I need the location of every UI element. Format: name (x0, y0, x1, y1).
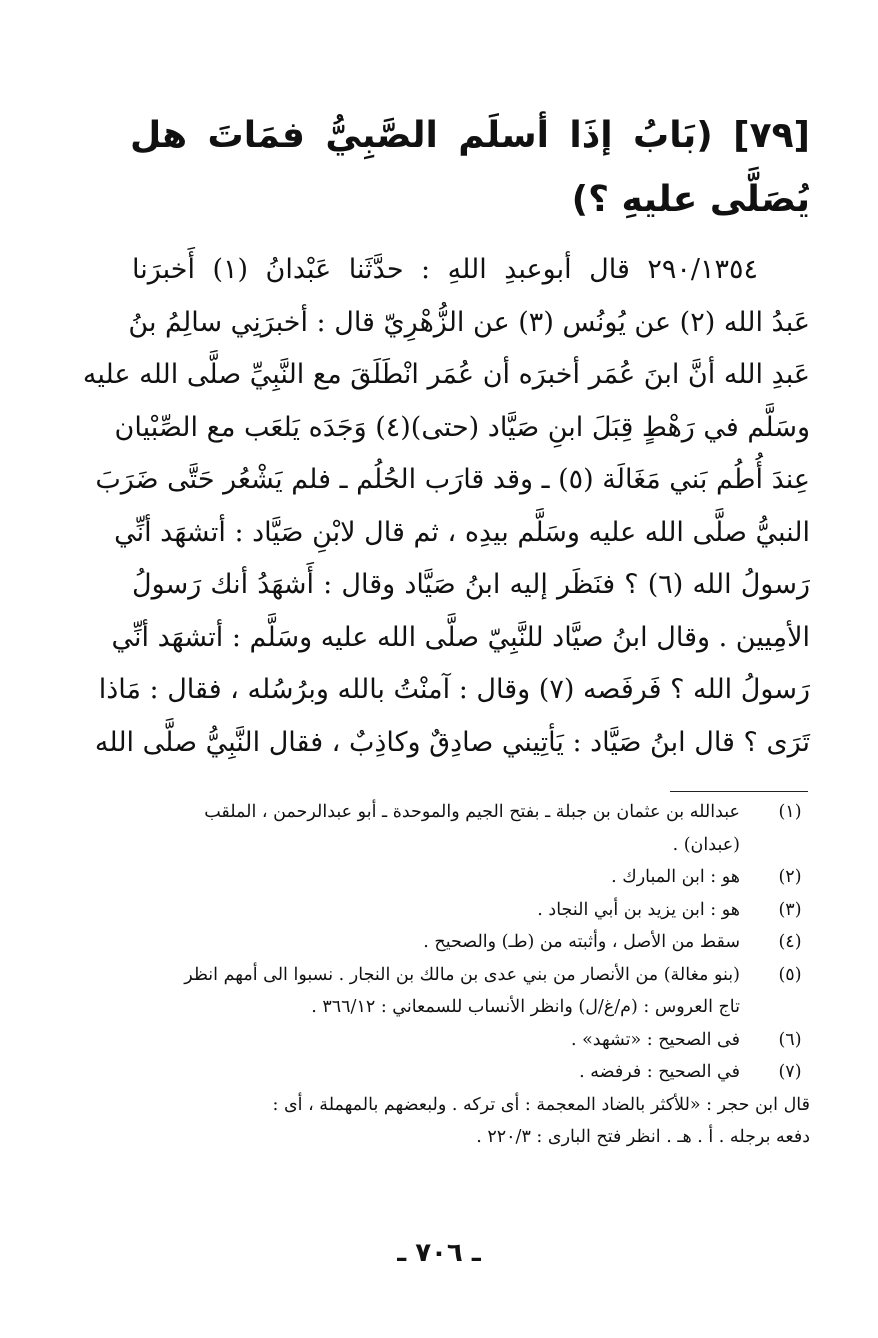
hadith-line: ٢٩٠/١٣٥٤ قال أبوعبدِ اللهِ : حدَّثَنا عَبْدانُ (١) أَخبرَنا (132, 254, 758, 285)
footnote-line: دفعه برجله . أ . هـ . انظر فتح البارى : ٢٢٠/٣ . (476, 1127, 810, 1147)
hadith-line: النبيُّ صلَّى الله عليه وسَلَّم بيدِه ، ثم قال لابْنِ صَيَّاد : أتشهَد أنِّي (114, 516, 810, 548)
footnote-line: سقط من الأصل ، وأثبته من (طـ) والصحيح . (423, 932, 740, 952)
hadith-line: عَبدِ الله أنَّ ابنَ عُمَر أخبرَه أن عُمَر انْطَلَقَ مع النَّبِيِّ صلَّى الله عليه (82, 359, 810, 390)
hadith-line: وسَلَّم في رَهْطٍ قِبَلَ ابنِ صَيَّاد (حتى)(٤) وَجَدَه يَلعَب مع الصِّبْيان (114, 411, 810, 443)
footnote-1 (132, 796, 810, 861)
footnote-text (132, 926, 740, 959)
hadith-line: عِندَ أُطُم بَني مَغَالَة (٥) ـ وقد قارَب الحُلُم ـ فلم يَشْعُر حَتَّى ضَرَبَ (95, 464, 810, 495)
footnote-text (132, 861, 740, 894)
footnote-number: (٦) (778, 1029, 802, 1050)
footnote-3 (132, 894, 810, 927)
footnote-6 (132, 1024, 810, 1057)
hadith-line: عَبدُ الله (٢) عن يُونُس (٣) عن الزُّهْرِيّ قال : أخبرَنِي سالِمُ بنُ (128, 306, 810, 338)
chapter-title: [٧٩] (بَابُ إذَا أسلَم الصَّبِيُّ فمَاتَ هل يُصَلَّى عليهِ ؟) (130, 115, 810, 220)
footnote-line: هو : ابن يزيد بن أبي النجاد . (537, 899, 740, 920)
page-number: ـ ٧٠٦ ـ (397, 1238, 481, 1268)
footnote-text (132, 1024, 740, 1057)
footnote-line: قال ابن حجر : «للأكثر بالضاد المعجمة : أى تركه . ولبعضهم بالمهملة ، أى : (272, 1094, 810, 1115)
footnote-number: (٢) (778, 867, 802, 887)
footnote-text (132, 1056, 740, 1089)
hadith-text (82, 244, 810, 769)
footnote-line: في الصحيح : فرفضه . (579, 1062, 740, 1082)
hadith-line: الأمِيين . وقال ابنُ صيَّاد للنَّبِيّ صلَّى الله عليه وسَلَّم : أتشهَد أنِّي (111, 621, 810, 653)
footnote-number: (٤) (778, 932, 802, 952)
footnote-text (132, 959, 740, 1024)
footnote-number: (١) (778, 802, 802, 822)
footnote-line: هو : ابن المبارك . (611, 867, 740, 887)
footnotes-list (132, 796, 810, 1154)
footnote-7 (132, 1056, 810, 1089)
footnote-4 (132, 926, 810, 959)
footnote-2 (132, 861, 810, 894)
footnote-line: (عبدان) . (672, 834, 740, 855)
hadith-line: رَسولُ الله (٦) ؟ فنَظَر إليه ابنُ صَيَّاد وقال : أَشهَدُ أنك رَسولُ (132, 569, 810, 600)
hadith-line: تَرَى ؟ قال ابنُ صَيَّاد : يَأتِيني صادِقٌ وكاذِبٌ ، فقال النَّبِيُّ صلَّى الله (94, 726, 810, 758)
footnote-separator (670, 791, 808, 792)
footnote-line: تاج العروس : (م/غ/ل) وانظر الأنساب للسمعاني : ٣٦٦/١٢ . (311, 997, 740, 1017)
footnote-line: عبدالله بن عثمان بن جبلة ـ بفتح الجيم والموحدة ـ أبو عبدالرحمن ، الملقب (204, 802, 740, 822)
footnote-number: (٧) (778, 1062, 802, 1082)
footnote-5 (132, 959, 810, 1024)
footnote-text (132, 894, 740, 927)
hadith-line: رَسولُ الله ؟ فَرفَصه (٧) وقال : آمنْتُ بالله وبرُسُله ، فقال : مَاذا (98, 674, 810, 705)
footnote-line: فى الصحيح : «تشهد» . (570, 1029, 740, 1050)
footnote-number: (٥) (778, 964, 802, 985)
footnote-number: (٣) (778, 899, 802, 920)
footnote-line: (بنو مغالة) من الأنصار من بني عدى بن مالك بن النجار . نسبوا الى أمهم انظر (184, 964, 740, 985)
footnote-7-extra (132, 1089, 810, 1154)
footnote-text (132, 796, 740, 861)
